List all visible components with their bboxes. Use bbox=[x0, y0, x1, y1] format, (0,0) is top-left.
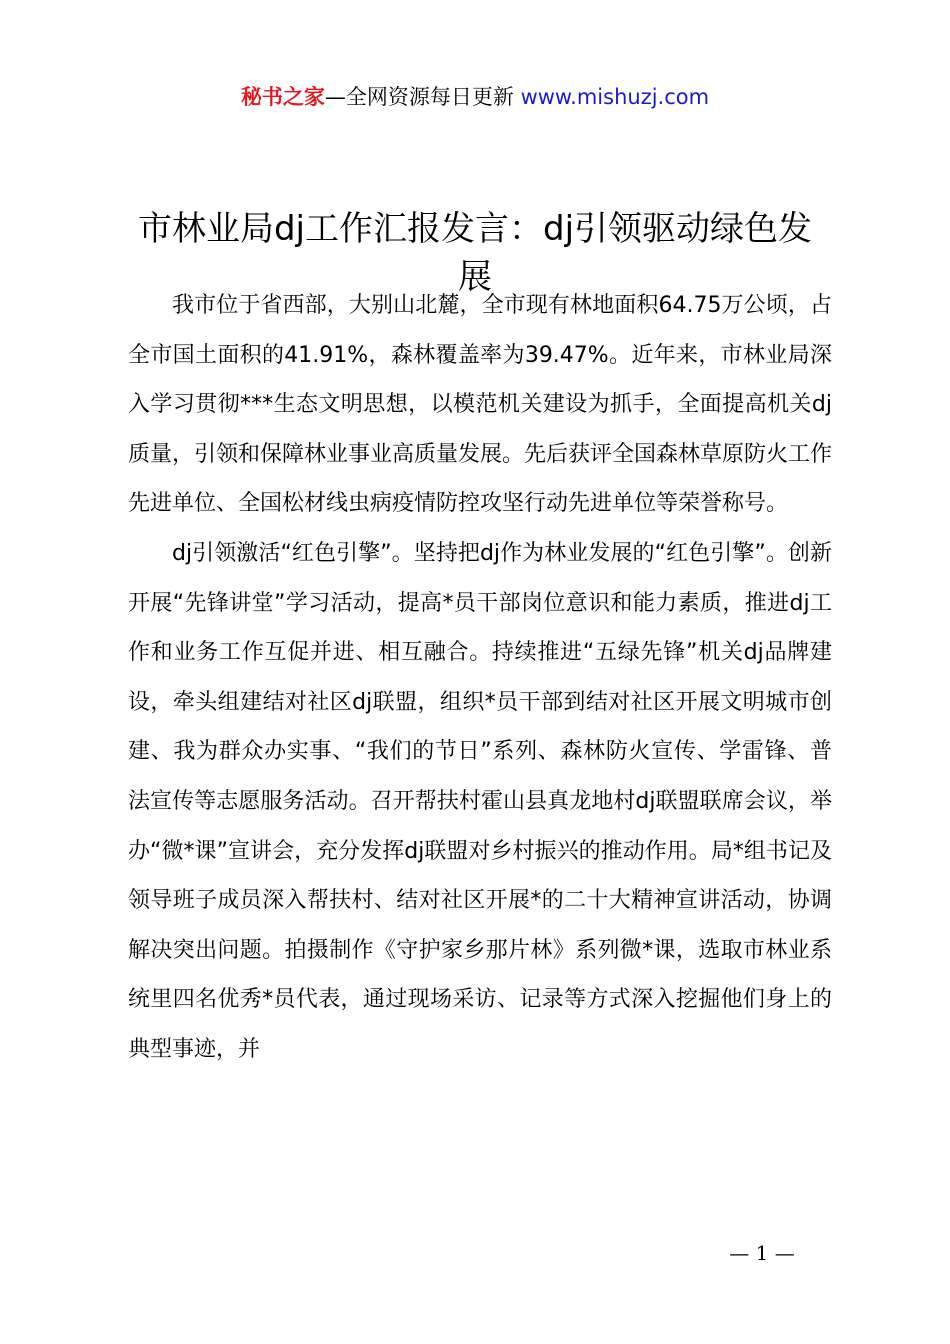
page-number: — 1 — bbox=[729, 1241, 795, 1265]
site-header bbox=[0, 82, 950, 112]
paragraph: 我市位于省西部，大别山北麓，全市现有林地面积64.75万公顷，占全市国土面积的41.91%，森林覆盖率为39.47%。近年来，市林业局深入学习贯彻***生态文明思想，以模范机关建设为抓手，全面提高机关dj质量，引领和保障林业事业高质量发展。先后获评全国森林草原防火工作先进单位、全国松材线虫病疫情防控攻坚行动先进单位等荣誉称号。 bbox=[128, 293, 833, 517]
paragraph: dj引领激活“红色引擎”。坚持把dj作为林业发展的“红色引擎”。创新开展“先锋讲堂”学习活动，提高*员干部岗位意识和能力素质，推进dj工作和业务工作互促并进、相互融合。持续推进“五绿先锋”机关dj品牌建设，牵头组建结对社区dj联盟，组织*员干部到结对社区开展文明城市创建、我为群众办实事、“我们的节日”系列、森林防火宣传、学雷锋、普法宣传等志愿服务活动。召开帮扶村霍山县真龙地村dj联盟联席会议，举办“微*课”宣讲会，充分发挥dj联盟对乡村振兴的推动作用。局*组书记及领导班子成员深入帮扶村、结对社区开展*的二十大精神宣讲活动，协调解决突出问题。拍摄制作《守护家乡那片林》系列微*课，选取市林业系统里四名优秀*员代表，通过现场采访、记录等方式深入挖掘他们身上的典型事迹，并 bbox=[128, 540, 832, 1062]
header-tagline: —全网资源每日更新 bbox=[324, 85, 521, 109]
document-title: 市林业局dj工作汇报发言：dj引领驱动绿色发展 bbox=[137, 208, 813, 297]
site-url-link[interactable]: www.mishuzj.com bbox=[520, 85, 710, 109]
document-body bbox=[128, 281, 832, 1075]
brand-name: 秘书之家 bbox=[240, 85, 325, 109]
